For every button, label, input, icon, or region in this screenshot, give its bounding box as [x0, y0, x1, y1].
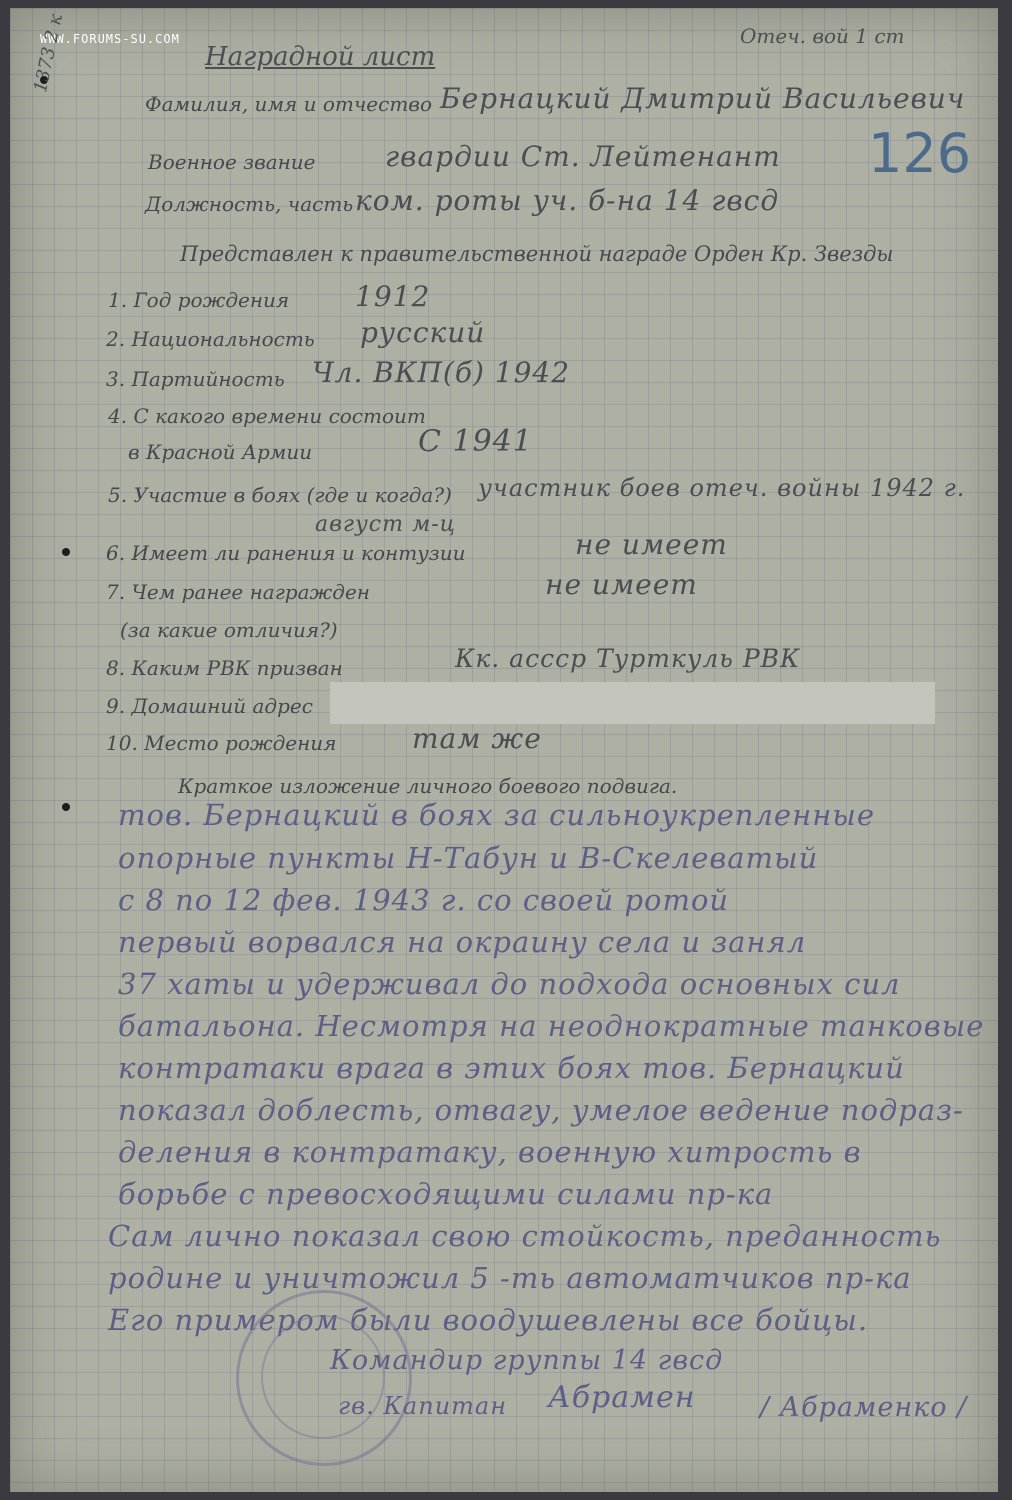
item-label: 2. Национальность [106, 327, 315, 351]
position-value: ком. роты уч. б-на 14 гвсд [355, 184, 780, 217]
item-label: 8. Каким РВК призван [106, 656, 343, 680]
handwritten-signature: Абрамен [548, 1380, 696, 1415]
item-value: Кк. ассср Турткуль РВК [455, 644, 801, 673]
corner-note: Отеч. вой 1 ст [740, 24, 905, 48]
signature-rank: гв. Капитан [338, 1392, 508, 1420]
item-value: не имеет [545, 568, 698, 601]
item-value: С 1941 [418, 424, 533, 459]
punch-hole [62, 803, 70, 811]
sheet-number: 126 [868, 122, 972, 185]
narrative-line: Сам лично показал свою стойкость, преданность [108, 1219, 942, 1253]
item-label: 4. С какого времени состоит [108, 404, 426, 428]
item-label: 6. Имеет ли ранения и контузии [106, 541, 466, 565]
item-label: 7. Чем ранее награжден [106, 580, 370, 604]
redacted-address [330, 682, 935, 724]
narrative-line: показал доблесть, отвагу, умелое ведение подраз- [118, 1093, 964, 1127]
summary-heading: Краткое изложение личного боевого подвига. [178, 774, 678, 798]
item-value-cont: август м-ц [315, 512, 457, 537]
position-label: Должность, часть [145, 192, 354, 216]
narrative-line: опорные пункты Н-Табун и В-Скелеватый [118, 841, 819, 875]
narrative-line: контратаки врага в этих боях тов. Бернацкий [118, 1051, 905, 1085]
rank-value: гвардии Ст. Лейтенант [385, 140, 781, 173]
narrative-line: с 8 по 12 фев. 1943 г. со своей ротой [118, 883, 730, 917]
official-stamp [236, 1290, 412, 1466]
item-value: Чл. ВКП(б) 1942 [312, 356, 571, 389]
narrative-line: Его примером были воодушевлены все бойцы. [108, 1303, 869, 1337]
item-value: 1912 [355, 280, 431, 313]
narrative-line: тов. Бернацкий в боях за сильноукрепленные [118, 798, 876, 832]
item-value: не имеет [575, 528, 728, 561]
watermark-text: WWW.FORUMS-SU.COM [40, 32, 180, 46]
narrative-line: родине и уничтожил 5 -ть автоматчиков пр-ка [108, 1261, 912, 1295]
punch-hole [62, 548, 70, 556]
item-label-cont: (за какие отличия?) [120, 618, 338, 642]
item-value: русский [360, 316, 486, 349]
document-title: Наградной лист [205, 42, 436, 72]
item-label: 1. Год рождения [108, 288, 290, 312]
award-line: Представлен к правительственной награде Орден Кр. Звезды [180, 242, 894, 266]
item-value: участник боев отеч. войны 1942 г. [478, 474, 966, 502]
narrative-line: борьбе с превосходящими силами пр-ка [118, 1177, 774, 1211]
item-label: 3. Партийность [106, 367, 285, 391]
signature-title: Командир группы 14 гвсд [330, 1345, 724, 1376]
narrative-line: батальона. Несмотря на неоднократные танковые [118, 1009, 985, 1043]
signature-name: / Абраменко / [760, 1392, 968, 1423]
rank-label: Военное звание [148, 150, 316, 174]
item-label: 10. Место рождения [106, 731, 337, 755]
narrative-line: первый ворвался на окраину села и занял [118, 925, 807, 959]
item-value: там же [412, 722, 542, 755]
narrative-line: деления в контратаку, военную хитрость в [118, 1135, 862, 1169]
archive-mark: 1373 2 к [30, 12, 68, 95]
item-label-cont: в Красной Армии [128, 440, 313, 464]
item-label: 5. Участие в боях (где и когда?) [108, 483, 452, 507]
narrative-line: 37 хаты и удерживал до подхода основных сил [118, 967, 901, 1001]
name-value: Бернацкий Дмитрий Васильевич [440, 82, 966, 115]
name-label: Фамилия, имя и отчество [145, 92, 432, 116]
item-label: 9. Домашний адрес [106, 694, 313, 718]
